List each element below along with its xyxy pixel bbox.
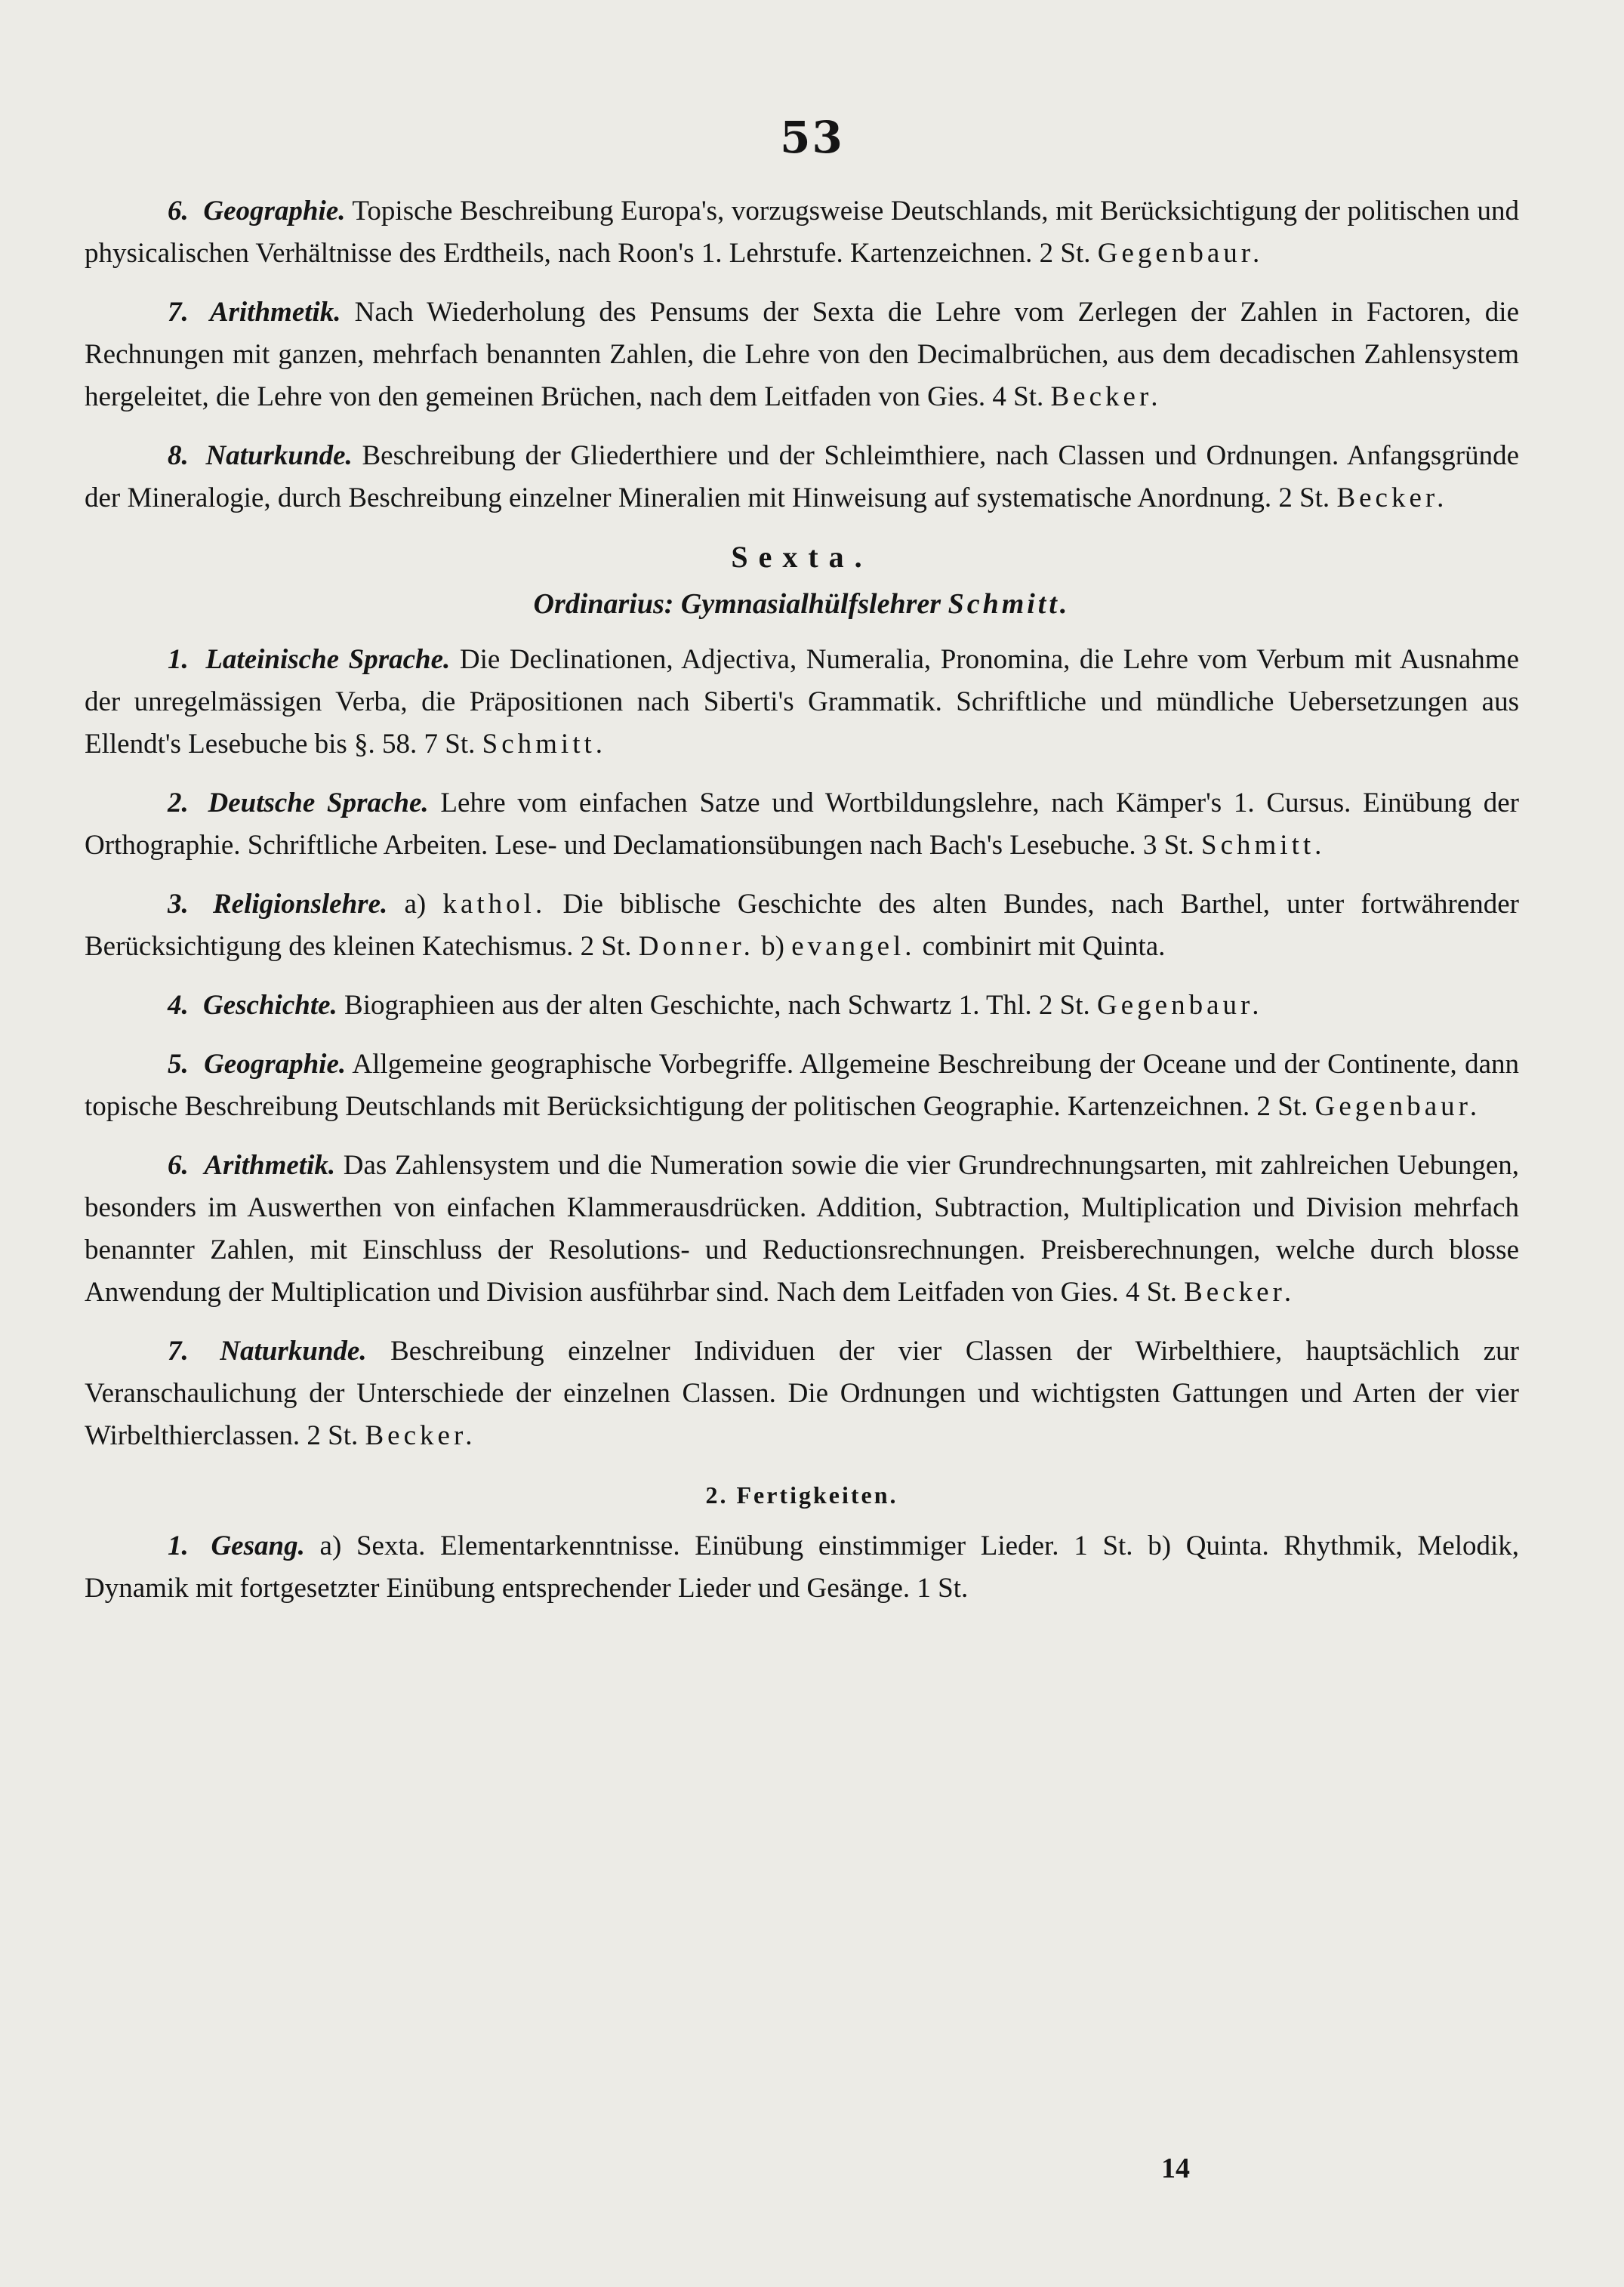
- item-text: Nach Wiederholung des Pensums der Sexta die Lehre vom Zerlegen der Zahlen in Factoren, die Rechnungen mit ganzen, mehrfach benannten Zahlen, die Lehre von den Decimalbrüchen, aus dem decadischen Zahlensystem hergeleitet, die Lehre von den gemeinen Brüchen, nach dem Leitfaden von Gies. 4 St.: [85, 297, 1519, 412]
- item-number: 5.: [168, 1049, 189, 1080]
- teacher-name: Gegenbaur.: [1097, 990, 1263, 1021]
- paragraph-naturkunde-quinta: [85, 435, 1519, 519]
- item-number: 7.: [168, 297, 189, 328]
- ordinarius-prefix: Ordinarius: Gymnasialhülfslehrer: [533, 588, 948, 620]
- page-content: [85, 190, 1519, 1626]
- item-number: 1.: [168, 1530, 189, 1561]
- subject-heading: Naturkunde.: [220, 1336, 367, 1367]
- option-b-text: combinirt mit Quinta.: [915, 931, 1166, 962]
- item-text: Biographieen aus der alten Geschichte, nach Schwartz 1. Thl. 2 St.: [337, 990, 1098, 1021]
- option-a-label: a): [387, 889, 443, 920]
- paragraph-geschichte: [85, 985, 1519, 1027]
- subject-heading: Geographie.: [203, 196, 346, 227]
- subject-heading: Arithmetik.: [209, 297, 341, 328]
- ordinarius-line: [85, 583, 1519, 625]
- subject-heading: Naturkunde.: [205, 440, 353, 471]
- subject-heading: Religionslehre.: [212, 889, 388, 920]
- teacher-name: Becker.: [1336, 482, 1448, 513]
- item-number: 2.: [168, 788, 189, 818]
- item-text: Die Declinationen, Adjectiva, Numeralia, Pronomina, die Lehre vom Verbum mit Ausnahme der unregelmässigen Verba, die Präpositionen nach Siberti's Grammatik. Schriftliche und mündliche Uebersetzungen aus Ellendt's Lesebuche bis §. 58. 7 St.: [85, 644, 1520, 760]
- teacher-name: Becker.: [1050, 381, 1162, 412]
- section-title-sexta: Sexta.: [731, 540, 873, 574]
- paragraph-geographie-quinta: [85, 190, 1519, 275]
- option-a-word: kathol.: [442, 889, 547, 920]
- item-number: 8.: [168, 440, 189, 471]
- ordinarius-name: Schmitt.: [948, 588, 1071, 620]
- item-text: Beschreibung einzelner Individuen der vier Classen der Wirbelthiere, hauptsächlich zur Veranschaulichung der Unterschiede der einzelnen Classen. Die Ordnungen und wichtigsten Gattungen und Arten der vier Wirbelthierclassen. 2 St.: [85, 1336, 1520, 1451]
- item-text: a) Sexta. Elementarkenntnisse. Einübung einstimmiger Lieder. 1 St. b) Quinta. Rhythmik, Melodik, Dynamik mit fortgesetzter Einübung entsprechender Lieder und Gesänge. 1 St.: [85, 1530, 1520, 1604]
- paragraph-lateinische-sprache: [85, 639, 1519, 766]
- subject-heading: Geographie.: [204, 1049, 347, 1080]
- paragraph-religionslehre: [85, 883, 1519, 968]
- item-text: Allgemeine geographische Vorbegriffe. Allgemeine Beschreibung der Oceane und der Continente, dann topische Beschreibung Deutschlands mit Berücksichtigung der politischen Geographie. Kartenzeichnen. 2 St.: [85, 1049, 1519, 1122]
- item-number: 6.: [168, 1150, 189, 1181]
- teacher-name: Becker.: [1184, 1277, 1296, 1308]
- teacher-name: Gegenbaur.: [1314, 1091, 1481, 1122]
- item-number: 7.: [168, 1336, 189, 1367]
- sheet-signature: 14: [1161, 2153, 1190, 2184]
- paragraph-arithmetik-quinta: [85, 291, 1519, 418]
- paragraph-geographie-sexta: [85, 1043, 1519, 1128]
- subject-heading: Gesang.: [211, 1530, 305, 1561]
- item-number: 6.: [168, 196, 189, 227]
- teacher-name: Gegenbaur.: [1097, 238, 1264, 269]
- item-text: Beschreibung der Gliederthiere und der Schleimthiere, nach Classen und Ordnungen. Anfangsgründe der Mineralogie, durch Beschreibung einzelner Mineralien mit Hinweisung auf systematische Anordnung. 2 St.: [85, 440, 1519, 513]
- teacher-name: Donner.: [638, 931, 754, 962]
- option-b-word: evangel.: [791, 931, 916, 962]
- paragraph-gesang: [85, 1525, 1519, 1610]
- option-b-label: b): [753, 931, 792, 962]
- subject-heading: Deutsche Sprache.: [208, 788, 429, 818]
- paragraph-deutsche-sprache: [85, 782, 1519, 867]
- subject-heading: Lateinische Sprache.: [205, 644, 451, 675]
- subject-heading: Arithmetik.: [204, 1150, 336, 1181]
- page-number: 53: [780, 112, 844, 163]
- teacher-name: Schmitt.: [482, 729, 607, 760]
- item-number: 1.: [168, 644, 189, 675]
- teacher-name: Becker.: [365, 1420, 476, 1451]
- item-text: Topische Beschreibung Europa's, vorzugsweise Deutschlands, mit Berücksichtigung der politischen und physicalischen Verhältnisse des Erdtheils, nach Roon's 1. Lehrstufe. Kartenzeichnen. 2 St.: [85, 196, 1520, 269]
- paragraph-naturkunde-sexta: [85, 1330, 1519, 1457]
- subject-heading: Geschichte.: [203, 990, 337, 1021]
- item-number: 4.: [168, 990, 189, 1021]
- item-number: 3.: [168, 889, 189, 920]
- paragraph-arithmetik-sexta: [85, 1145, 1519, 1314]
- teacher-name: Schmitt.: [1201, 830, 1326, 861]
- item-text: Das Zahlensystem und die Numeration sowie die vier Grundrechnungsarten, mit zahlreichen Uebungen, besonders im Auswerthen von einfachen Klammerausdrücken. Addition, Subtraction, Multiplication und Division mehrfach benannter Zahlen, mit Einschluss der Resolutions- und Reductionsrechnungen. Preisberechnungen, welche durch blosse Anwendung der Multiplication und Division ausführbar sind. Nach dem Leitfaden von Gies. 4 St.: [85, 1150, 1519, 1308]
- section-title-fertigkeiten: 2. Fertigkeiten.: [705, 1481, 898, 1509]
- item-text: Lehre vom einfachen Satze und Wortbildungslehre, nach Kämper's 1. Cursus. Einübung der Orthographie. Schriftliche Arbeiten. Lese- und Declamationsübungen nach Bach's Lesebuche. 3 St.: [85, 788, 1519, 861]
- option-a-text: Die biblische Geschichte des alten Bundes, nach Barthel, unter fortwährender Berücksichtigung des kleinen Katechismus. 2 St.: [85, 889, 1519, 962]
